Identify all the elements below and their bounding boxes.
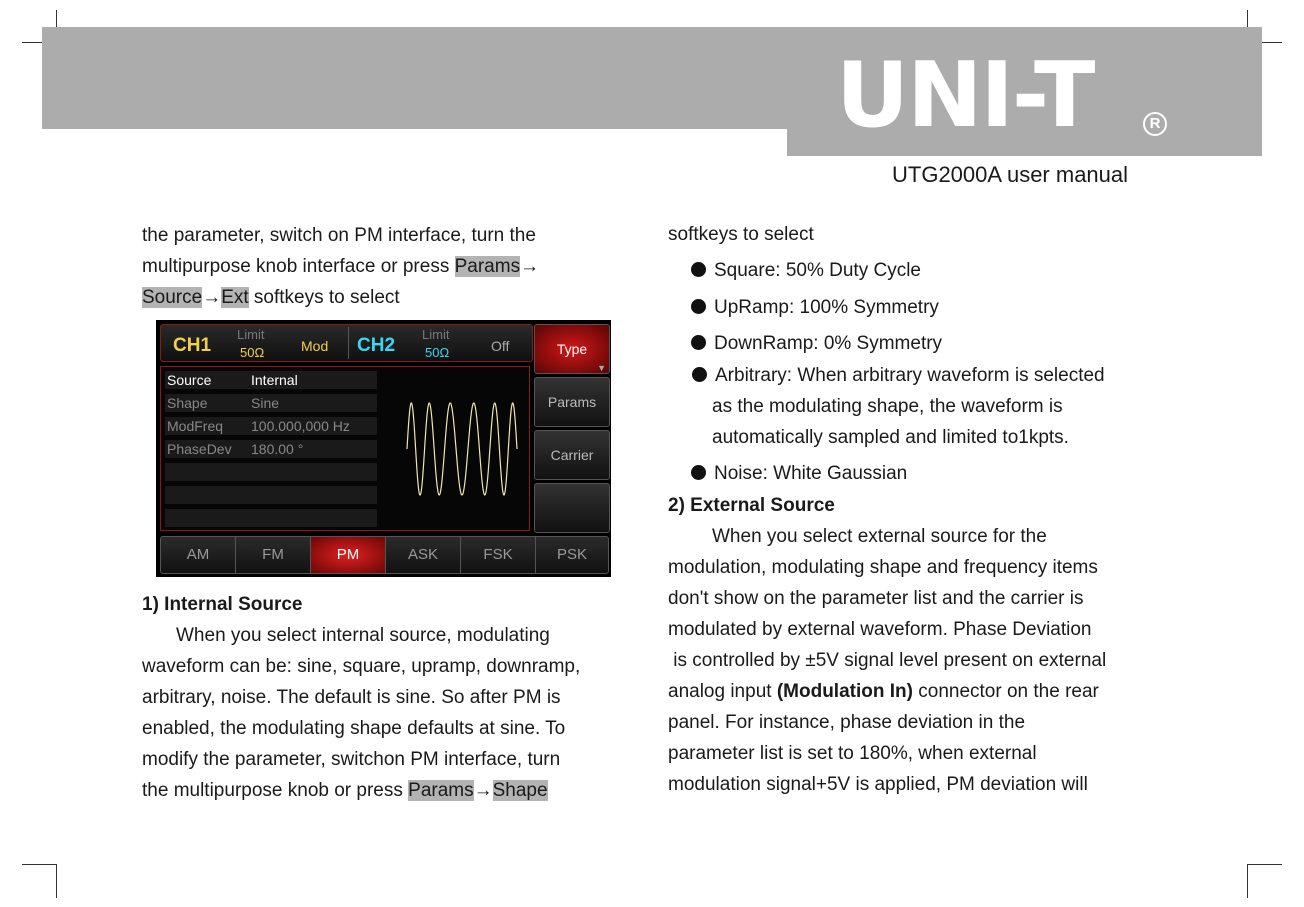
crop-mark (1247, 864, 1248, 898)
ext-softkey-ref: Ext (221, 287, 249, 308)
intro-line (142, 251, 622, 282)
channel-divider (348, 327, 349, 359)
param-value: 180.00 ° (251, 441, 304, 457)
left-intro (142, 220, 622, 313)
softkey-label: Params (547, 394, 597, 410)
bullet-dot-icon (691, 335, 706, 350)
softkey-params[interactable] (534, 377, 610, 427)
text-run: multipurpose knob interface or press (142, 256, 455, 277)
dropdown-arrow-icon: ▼ (597, 363, 606, 373)
param-row-modfreq[interactable] (165, 417, 377, 435)
para-line: When you select internal source, modulating (176, 625, 550, 646)
param-row-source[interactable] (165, 371, 377, 389)
bullet-square (691, 260, 921, 282)
ch1-state: Mod (301, 338, 329, 354)
tab-fsk[interactable]: FSK (461, 537, 536, 573)
para-line: automatically sampled and limited to1kpts. (712, 427, 1069, 448)
param-key: Source (167, 372, 212, 388)
para-line: modulation signal+5V is applied, PM deviation will (668, 774, 1088, 795)
tab-fm[interactable]: FM (236, 537, 311, 573)
text-run: connector on the rear (912, 681, 1099, 702)
tab-ask[interactable]: ASK (386, 537, 461, 573)
registered-mark: R (1143, 112, 1167, 136)
bullet-upramp (691, 297, 939, 319)
para-line: parameter list is set to 180%, when external (668, 743, 1037, 764)
bullet-downramp (691, 333, 942, 355)
para-line: modulation, modulating shape and frequency items (668, 557, 1098, 578)
softkey-type[interactable] (534, 324, 610, 374)
text-run: analog input (668, 681, 777, 702)
external-source-paragraph (668, 521, 1188, 800)
bullet-arbitrary (692, 365, 1105, 387)
arrow: → (520, 256, 540, 277)
para-line: When you select external source for the (712, 526, 1047, 547)
ch2-limit: Limit (422, 327, 450, 342)
params-softkey-ref: Params (454, 256, 521, 277)
arrow: → (202, 287, 222, 308)
internal-source-paragraph (142, 620, 652, 806)
para-line: arbitrary, noise. The default is sine. So after PM is (142, 687, 561, 708)
param-row-empty (165, 463, 377, 481)
parameter-panel (160, 366, 530, 531)
para-line: enabled, the modulating shape defaults at sine. To (142, 718, 566, 739)
arrow: → (473, 780, 493, 801)
para-line: panel. For instance, phase deviation in the (668, 712, 1026, 733)
instrument-screen (156, 320, 611, 577)
pm-waveform-preview (387, 369, 527, 527)
source-softkey-ref: Source (142, 287, 203, 308)
para-line: waveform can be: sine, square, upramp, downramp, (142, 656, 581, 677)
ch1-label: CH1 (173, 335, 212, 356)
right-intro: softkeys to select (668, 224, 814, 245)
bullet-text: DownRamp: 0% Symmetry (714, 333, 943, 354)
bullet-text: UpRamp: 100% Symmetry (714, 297, 939, 318)
bullet-text: Arbitrary: When arbitrary waveform is selected (715, 365, 1105, 386)
bullet-text: Noise: White Gaussian (714, 463, 908, 484)
bullet-dot-icon (691, 262, 706, 277)
para-line (142, 775, 652, 806)
bullet-dot-icon (692, 367, 707, 382)
param-row-empty (165, 509, 377, 527)
shape-softkey-ref: Shape (492, 780, 548, 801)
para-line: modulated by external waveform. Phase Deviation (668, 619, 1092, 640)
softkey-label: Carrier (550, 447, 594, 463)
param-key: PhaseDev (167, 441, 232, 457)
modulation-in-connector: (Modulation In) (776, 681, 913, 702)
text-run: the multipurpose knob or press (142, 780, 409, 801)
external-source-heading: 2) External Source (668, 495, 835, 516)
para-line: don't show on the parameter list and the carrier is (668, 588, 1084, 609)
intro-line (142, 282, 622, 313)
param-row-phasedev[interactable] (165, 440, 377, 458)
param-row-shape[interactable] (165, 394, 377, 412)
modulation-tabs (160, 536, 609, 574)
ch2-state: Off (491, 338, 510, 354)
ch2-impedance: 50Ω (425, 345, 450, 360)
crop-mark (1248, 864, 1282, 865)
tab-am[interactable]: AM (161, 537, 236, 573)
crop-mark (56, 864, 57, 898)
brand-logo (836, 43, 1176, 148)
intro-line: the parameter, switch on PM interface, turn the (142, 225, 536, 246)
softkey-carrier[interactable] (534, 430, 610, 480)
bullet-dot-icon (691, 465, 706, 480)
para-line: is controlled by ±5V signal level present on external (668, 650, 1107, 671)
manual-title: UTG2000A user manual (892, 162, 1129, 187)
param-key: Shape (167, 395, 208, 411)
ch1-impedance: 50Ω (240, 345, 265, 360)
param-value: 100.000,000 Hz (251, 418, 350, 434)
param-key: ModFreq (167, 418, 224, 434)
softkey-label: Type (556, 341, 588, 357)
para-line (668, 676, 1188, 707)
bullet-dot-icon (691, 299, 706, 314)
bullet-noise (691, 463, 907, 485)
tab-pm[interactable]: PM (311, 537, 386, 573)
para-line: modify the parameter, switchon PM interface, turn (142, 749, 561, 770)
internal-source-heading: 1) Internal Source (142, 594, 303, 615)
tab-psk[interactable]: PSK (556, 546, 587, 563)
arbitrary-continuation (712, 391, 1069, 453)
channel-bar (160, 324, 533, 362)
waveform-trace (407, 403, 517, 495)
para-line: as the modulating shape, the waveform is (712, 396, 1063, 417)
param-row-empty (165, 486, 377, 504)
logo-text: UNI-T (836, 43, 1094, 148)
param-value: Internal (251, 372, 298, 388)
ch2-label: CH2 (357, 335, 396, 356)
param-value: Sine (251, 395, 280, 411)
params-softkey-ref: Params (408, 780, 474, 801)
crop-mark (22, 864, 56, 865)
text-run: softkeys to select (248, 287, 400, 308)
ch1-limit: Limit (237, 327, 265, 342)
bullet-text: Square: 50% Duty Cycle (714, 260, 921, 281)
softkey-empty[interactable] (534, 483, 610, 533)
